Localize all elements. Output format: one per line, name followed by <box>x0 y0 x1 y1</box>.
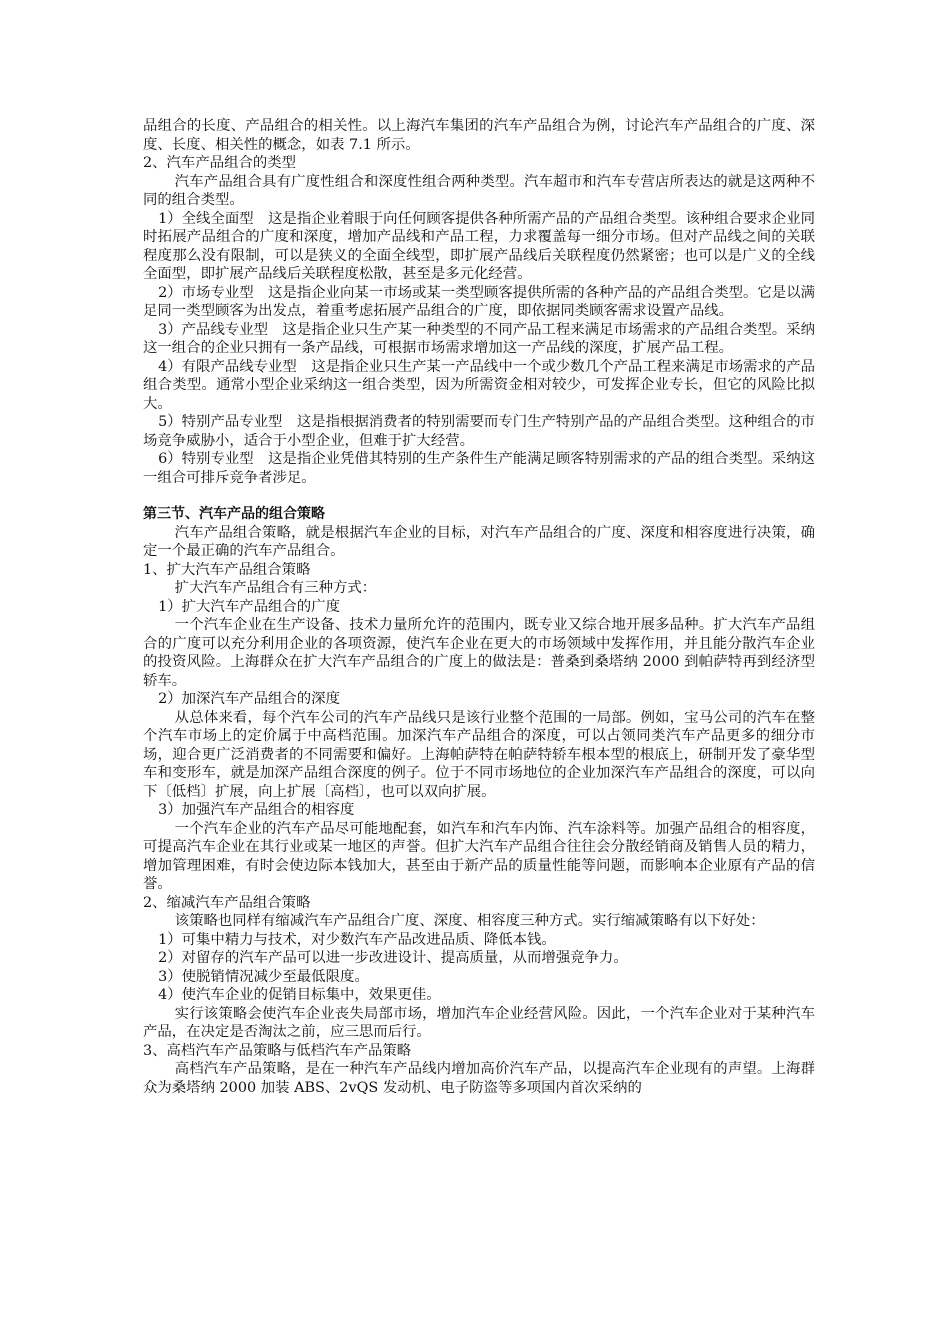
paragraph: 该策略也同样有缩减汽车产品组合广度、深度、相容度三种方式。实行缩减策略有以下好处： <box>174 913 765 929</box>
paragraph: 从总体来看，每个汽车公司的汽车产品线只是该行业整个范围的一局部。例如，宝马公司的汽车在整个汽车市场上的定价属于中高档范围。加深汽车产品组合的深度，可以占领同类汽车产品更多的细分市场，迎合更广泛消费者的不同需要和偏好。上海帕萨特在帕萨特轿车根本型的根底上，研制开发了豪华型车和变形车，就是加深产品组合深度的例子。位于不同市场地位的企业加深汽车产品组合的深度，可以向下〔低档〕扩展，向上扩展〔高档〕，也可以双向扩展。 <box>143 709 815 800</box>
list-item: 2）对留存的汽车产品可以进一步改进设计、提高质量，从而增强竞争力。 <box>158 950 628 966</box>
paragraph: 实行该策略会使汽车企业丧失局部市场，增加汽车企业经营风险。因此，一个汽车企业对于某种汽车产品，在决定是否淘汰之前，应三思而后行。 <box>143 1005 815 1040</box>
paragraph-intro: 品组合的长度、产品组合的相关性。以上海汽车集团的汽车产品组合为例，讨论汽车产品组合的广度、深度、长度、相关性的概念，如表 7.1 所示。 <box>143 118 815 153</box>
paragraph: 扩大汽车产品组合有三种方式： <box>174 580 377 596</box>
list-item-full-line: 1）全线全面型 这是指企业着眼于向任何顾客提供各种所需产品的产品组合类型。该种组合要求企业同时拓展产品组合的广度和深度，增加产品线和产品工程，力求覆盖每一细分市场。但对产品线之间的关联程度那么没有限制，可以是狭义的全面全线型，即扩展产品线后关联程度仍然紧密；也可以是广义的全线全面型，即扩展产品线后关联程度松散，甚至是多元化经营。 <box>143 210 815 282</box>
subheading-high-low-strategy: 3、高档汽车产品策略与低档汽车产品策略 <box>143 1042 412 1059</box>
list-item-product-line-specialized: 3）产品线专业型 这是指企业只生产某一种类型的不同产品工程来满足市场需求的产品组合类型。采纳这一组合的企业只拥有一条产品线，可根据市场需求增加这一产品线的深度，扩展产品工程。 <box>143 321 815 356</box>
list-item: 4）使汽车企业的促销目标集中，效果更佳。 <box>158 987 441 1003</box>
list-item-special-specialized: 6）特别专业型 这是指企业凭借其特别的生产条件生产能满足顾客特别需求的产品的组合类型。采纳这一组合可排斥竞争者涉足。 <box>143 451 815 486</box>
paragraph: 一个汽车企业的汽车产品尽可能地配套，如汽车和汽车内饰、汽车涂料等。加强产品组合的相容度，可提高汽车企业在其行业或某一地区的声誉。但扩大汽车产品组合往往会分散经销商及销售人员的精力，增加管理困难，有时会使边际本钱加大，甚至由于新产品的质量性能等问题，而影响本企业原有产品的信誉。 <box>143 820 815 892</box>
list-item-depth: 2）加深汽车产品组合的深度 <box>158 691 340 707</box>
subheading-expand-strategy: 1、扩大汽车产品组合策略 <box>143 561 311 578</box>
paragraph: 汽车产品组合策略，就是根据汽车企业的目标，对汽车产品组合的广度、深度和相容度进行决策，确定一个最正确的汽车产品组合。 <box>143 524 815 559</box>
list-item-market-specialized: 2）市场专业型 这是指企业向某一市场或某一类型顾客提供所需的各种产品的产品组合类型。它是以满足同一类型顾客为出发点，着重考虑拓展产品组合的广度，即依据同类顾客需求设置产品线。 <box>143 284 815 319</box>
section-heading: 第三节、汽车产品的组合策略 <box>143 506 325 522</box>
document-page <box>143 117 815 1097</box>
list-item-compatibility: 3）加强汽车产品组合的相容度 <box>158 802 355 818</box>
list-item-limited-line: 4）有限产品线专业型 这是指企业只生产某一产品线中一个或少数几个产品工程来满足市场需求的产品组合类型。通常小型企业采纳这一组合类型，因为所需资金相对较少，可发挥企业专长，但它的风险比拟大。 <box>143 358 815 412</box>
list-item-breadth: 1）扩大汽车产品组合的广度 <box>158 598 340 615</box>
paragraph: 高档汽车产品策略，是在一种汽车产品线内增加高价汽车产品，以提高汽车企业现有的声望。上海群众为桑塔纳 2000 加装 ABS、2vQS 发动机、电子防盗等多项国内首次采纳的 <box>143 1061 815 1096</box>
list-item: 1）可集中精力与技术，对少数汽车产品改进品质、降低本钱。 <box>158 931 556 948</box>
list-item: 3）使脱销情况减少至最低限度。 <box>158 968 369 985</box>
paragraph: 汽车产品组合具有广度性组合和深度性组合两种类型。汽车超市和汽车专营店所表达的就是这两种不同的组合类型。 <box>143 173 815 208</box>
list-item-special-product: 5）特别产品专业型 这是指根据消费者的特别需要而专门生产特别产品的产品组合类型。这种组合的市场竞争威胁小，适合于小型企业，但难于扩大经营。 <box>143 414 815 449</box>
subheading-reduce-strategy: 2、缩减汽车产品组合策略 <box>143 894 311 911</box>
paragraph: 一个汽车企业在生产设备、技术力量所允许的范围内，既专业又综合地开展多品种。扩大汽车产品组合的广度可以充分利用企业的各项资源，使汽车企业在更大的市场领域中发挥作用，并且能分散汽车企业的投资风险。上海群众在扩大汽车产品组合的广度上的做法是：普桑到桑塔纳 2000 到帕萨特再到经济型轿车。 <box>143 617 815 689</box>
subheading-combination-types: 2、汽车产品组合的类型 <box>143 155 297 171</box>
